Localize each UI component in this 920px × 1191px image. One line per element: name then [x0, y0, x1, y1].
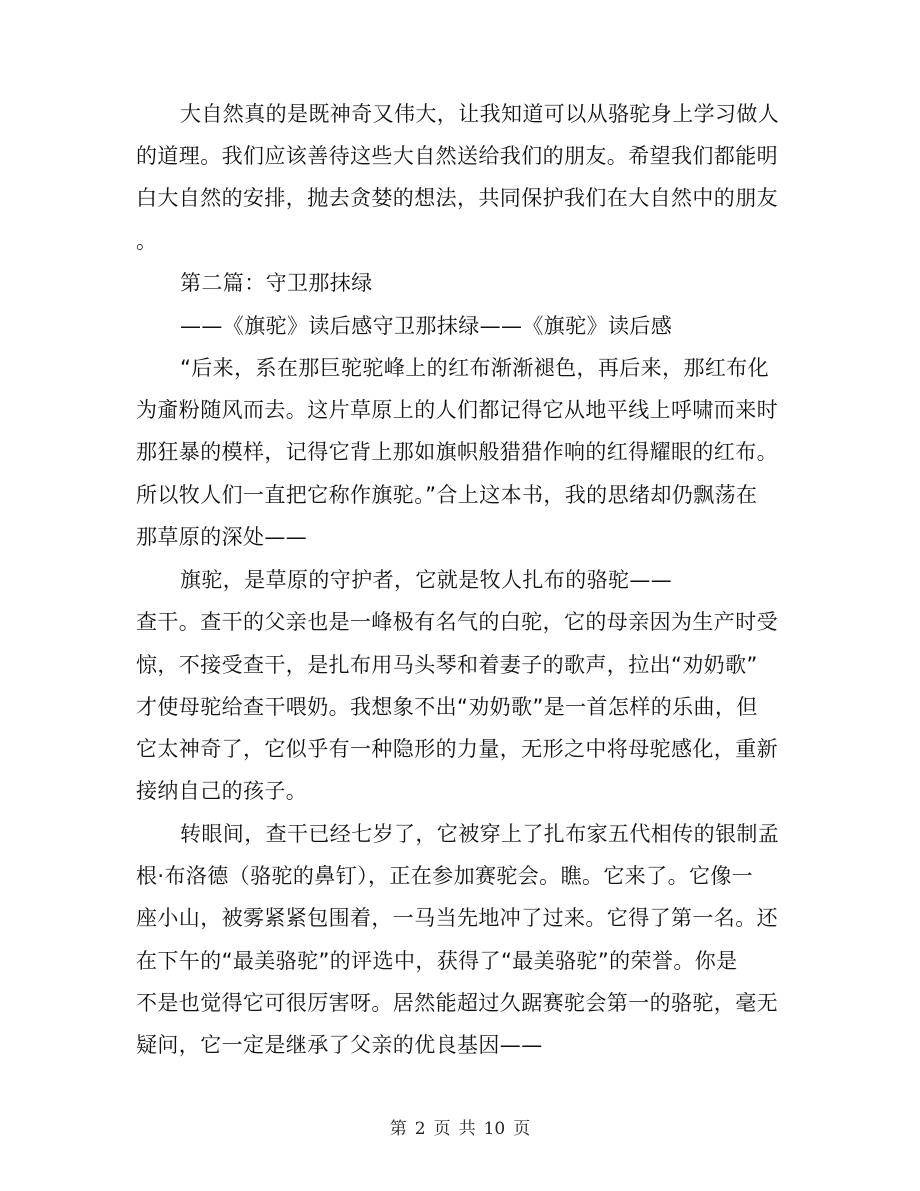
text-line: 疑问，它一定是继承了父亲的优良基因——: [136, 1033, 543, 1057]
text-line: 旗驼，是草原的守护者，它就是牧人扎布的骆驼——: [180, 568, 673, 592]
total-page-number: 10: [483, 1119, 506, 1139]
footer-page-word: 页: [433, 1119, 451, 1139]
text-line: 惊，不接受查干，是扎布用马头琴和着妻子的歌声，拉出“劝奶歌”: [136, 653, 758, 677]
footer-prefix: 第: [389, 1119, 407, 1139]
text-line: 那狂暴的模样，记得它背上那如旗帜般猎猎作响的红得耀眼的红布。: [136, 440, 778, 464]
text-line: 查干。查干的父亲也是一峰极有名气的白驼，它的母亲因为生产时受: [136, 610, 778, 634]
section-subtitle: ——《旗驼》读后感守卫那抹绿——《旗驼》读后感: [180, 314, 673, 338]
text-line: 不是也觉得它可很厉害呀。居然能超过久踞赛驼会第一的骆驼，毫无: [136, 991, 778, 1015]
text-line: 接纳自己的孩子。: [136, 779, 308, 803]
text-line: 为齑粉随风而去。这片草原上的人们都记得它从地平线上呼啸而来时: [136, 398, 778, 422]
text-line: 根·布洛德（骆驼的鼻钉），正在参加赛驼会。瞧。它来了。它像一: [136, 864, 754, 888]
text-line: 。: [136, 229, 158, 253]
text-line: 转眼间，查干已经七岁了，它被穿上了扎布家五代相传的银制孟: [180, 822, 780, 846]
text-line: 才使母驼给查干喂奶。我想象不出“劝奶歌”是一首怎样的乐曲，但: [136, 695, 758, 719]
text-line: “后来，系在那巨驼驼峰上的红布渐渐褪色，再后来，那红布化: [180, 356, 770, 380]
text-line: 大自然真的是既神奇又伟大，让我知道可以从骆驼身上学习做人: [180, 102, 780, 126]
text-line: 白大自然的安排，抛去贪婪的想法，共同保护我们在大自然中的朋友: [136, 186, 778, 210]
text-line: 的道理。我们应该善待这些大自然送给我们的朋友。希望我们都能明: [136, 144, 778, 168]
footer-suffix: 页: [513, 1119, 531, 1139]
section-heading: 第二篇：守卫那抹绿: [180, 271, 373, 295]
text-line: 它太神奇了，它似乎有一种隐形的力量，无形之中将母驼感化，重新: [136, 737, 778, 761]
text-line: 在下午的“最美骆驼”的评选中，获得了“最美骆驼”的荣誉。你是: [136, 949, 738, 973]
text-line: 所以牧人们一直把它称作旗驼。”合上这本书，我的思绪却仍飘荡在: [136, 483, 758, 507]
text-line: 那草原的深处——: [136, 525, 308, 549]
current-page-number: 2: [414, 1119, 426, 1139]
page-footer: [0, 1114, 920, 1139]
text-line: 座小山，被雾紧紧包围着，一马当先地冲了过来。它得了第一名。还: [136, 906, 778, 930]
footer-total-word: 共: [458, 1119, 476, 1139]
